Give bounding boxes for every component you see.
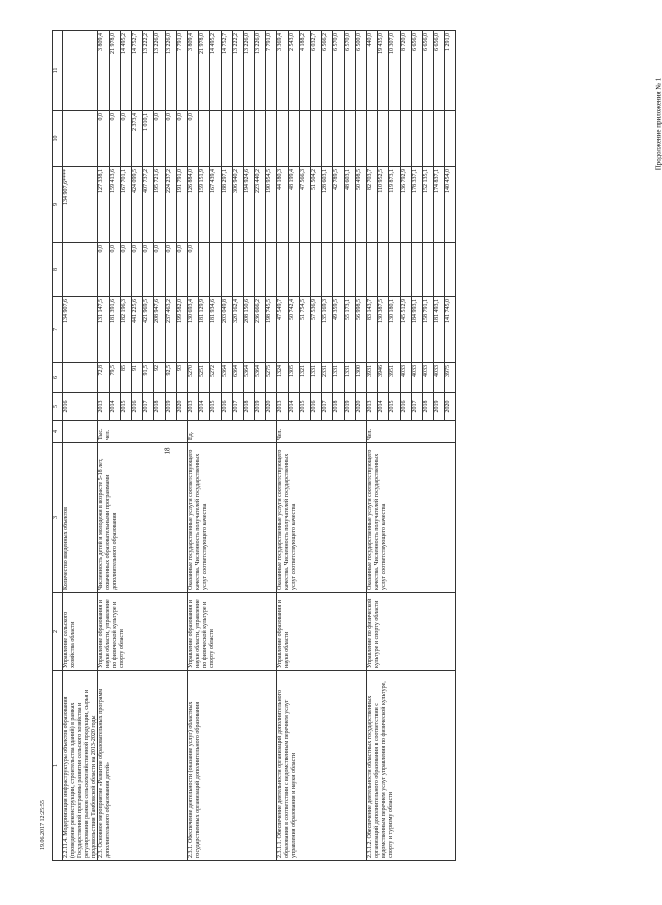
value-cell-v11: 8 720,0 — [400, 31, 411, 111]
value-cell-v11: 6 656,0 — [434, 31, 445, 111]
value-cell-v6: 1305 — [288, 363, 299, 393]
value-cell-v9: 424 099,5 — [132, 167, 143, 243]
value-cell-v10: 0,0 — [120, 111, 131, 167]
value-cell-v11: 6 032,7 — [311, 31, 322, 111]
value-cell-v9: 51 504,2 — [311, 167, 322, 243]
value-cell-v8: 0,0 — [154, 243, 165, 297]
value-cell-v10: 0,0 — [98, 111, 109, 167]
value-cell-v6: 4033 — [400, 363, 411, 393]
value-cell-v8 — [266, 243, 277, 297]
value-cell-v10 — [434, 111, 445, 167]
section-indicator: Оказанные государственные услуги соответствующего качества. Численность получателей государственных услуг соответствующего качества — [366, 443, 456, 593]
value-cell-v11: 2 543,0 — [288, 31, 299, 111]
value-cell-v8 — [445, 243, 456, 297]
value-cell-v6: 5251 — [199, 363, 210, 393]
page-number: 18 — [163, 447, 172, 455]
value-cell-v6: 5270 — [187, 363, 198, 393]
value-cell-v8: 0,0 — [120, 243, 131, 297]
value-cell-v6: 85 — [120, 363, 131, 393]
value-cell-v6: 93 — [176, 363, 187, 393]
value-cell-v7: 158 791,1 — [422, 297, 433, 363]
value-cell-v7: 47 549,7 — [277, 297, 288, 363]
value-cell-v6: 5364 — [243, 363, 254, 393]
section-executor: Управление сельского хозяйства области — [63, 593, 98, 671]
year-cell: 2014 — [109, 393, 120, 421]
value-cell-v10: 2 373,4 — [132, 111, 143, 167]
value-cell-v8: 0,0 — [176, 243, 187, 297]
section-name: 2.2.11.4. Модернизация инфраструктуры объектов образования (проведение реконструкции, строительства зданий) в рамках Государственной программы развития сельского хозяйства и регулирования рынков сельскохозяйственной продукции, сырья и продовольствия Тамбовской области на 2013-2020 годы — [63, 671, 98, 861]
year-cell: 2019 — [344, 393, 355, 421]
value-cell-v10: 0,0 — [109, 111, 120, 167]
year-cell: 2017 — [232, 393, 243, 421]
year-cell: 2018 — [243, 393, 254, 421]
year-cell: 2015 — [389, 393, 400, 421]
section-unit: Чел. — [366, 421, 456, 443]
value-cell-v8 — [400, 243, 411, 297]
value-cell-v10 — [266, 111, 277, 167]
year-cell: 2017 — [143, 393, 154, 421]
value-cell-v10 — [232, 111, 243, 167]
year-cell: 2018 — [154, 393, 165, 421]
section-executor: Управление образования и науки области — [277, 593, 367, 671]
value-cell-v7: 199 582,0 — [176, 297, 187, 363]
section-unit: Ед. — [187, 421, 277, 443]
value-cell-v8 — [344, 243, 355, 297]
column-number-3: 3 — [53, 443, 63, 593]
section-indicator: Численность детей и молодежи в возрасте 5-18 лет, охваченных образовательными программами дополнительного образования — [98, 443, 188, 593]
value-cell-v8 — [366, 243, 377, 297]
year-cell: 2017 — [322, 393, 333, 421]
value-cell-v9: 167 439,4 — [210, 167, 221, 243]
value-cell-v8 — [243, 243, 254, 297]
value-cell-v9: 223 440,2 — [255, 167, 266, 243]
year-cell: 2016 — [132, 393, 143, 421]
year-cell: 2014 — [288, 393, 299, 421]
value-cell-v10 — [378, 111, 389, 167]
value-cell-v10 — [344, 111, 355, 167]
value-cell-v10: 0,0 — [165, 111, 176, 167]
value-cell-v6 — [63, 363, 98, 393]
value-cell-v10 — [255, 111, 266, 167]
value-cell-v10 — [243, 111, 254, 167]
column-number-4: 4 — [53, 421, 63, 443]
value-cell-v7: 135 169,3 — [322, 297, 333, 363]
value-cell-v7: 441 225,6 — [132, 297, 143, 363]
value-cell-v9: 174 837,1 — [434, 167, 445, 243]
value-cell-v7: 130 387,5 — [378, 297, 389, 363]
value-cell-v9: 44 180,3 — [277, 167, 288, 243]
value-cell-v9: 190 954,5 — [266, 167, 277, 243]
section-unit — [63, 421, 98, 443]
year-cell: 2014 — [378, 393, 389, 421]
value-cell-v6: 4033 — [422, 363, 433, 393]
value-cell-v8 — [389, 243, 400, 297]
value-cell-v7: 181 493,1 — [434, 297, 445, 363]
value-cell-v9: 50 498,5 — [355, 167, 366, 243]
value-cell-v9: 195 721,6 — [154, 167, 165, 243]
value-cell-v7: 320 162,4 — [232, 297, 243, 363]
section-executor: Управление образования и науки области, управление по физической культуре и спорту области — [98, 593, 188, 671]
value-cell-v6: 5364 — [255, 363, 266, 393]
value-cell-v9: 159 413,6 — [109, 167, 120, 243]
value-cell-v6: 5364 — [221, 363, 232, 393]
value-cell-v9: 407 737,2 — [143, 167, 154, 243]
year-cell: 2020 — [176, 393, 187, 421]
section-indicator: Количество введенных объектов — [63, 443, 98, 593]
value-cell-v10: 0,0 — [176, 111, 187, 167]
value-cell-v7: 141 745,0 — [445, 297, 456, 363]
value-cell-v10 — [63, 111, 98, 167]
year-cell: 2019 — [434, 393, 445, 421]
value-cell-v7: 208 947,6 — [154, 297, 165, 363]
value-cell-v6: 1331 — [311, 363, 322, 393]
value-cell-v6: 5272 — [210, 363, 221, 393]
value-cell-v10 — [366, 111, 377, 167]
column-number-7: 7 — [53, 297, 63, 363]
value-cell-v6: 1331 — [333, 363, 344, 393]
value-cell-v8 — [434, 243, 445, 297]
column-number-10: 10 — [53, 111, 63, 167]
value-cell-v7: 145 512,9 — [400, 297, 411, 363]
value-cell-v10: 0,0 — [187, 111, 198, 167]
value-cell-v7: 56 998,5 — [355, 297, 366, 363]
value-cell-v10 — [400, 111, 411, 167]
value-cell-v11: 6 570,0 — [344, 31, 355, 111]
value-cell-v6: 92,5 — [165, 363, 176, 393]
value-cell-v8 — [299, 243, 310, 297]
value-cell-v7: 198 745,5 — [266, 297, 277, 363]
value-cell-v11: 6 500,0 — [355, 31, 366, 111]
section-name: 2.3.1.1. Обеспечение деятельности организаций дополнительного образования в соответствии с ведомственным перечнем услуг управления образования и науки области — [277, 671, 367, 861]
table-row — [277, 31, 288, 861]
column-number-8: 8 — [53, 243, 63, 297]
year-cell: 2016 — [63, 393, 98, 421]
value-cell-v11: 3 809,4 — [98, 31, 109, 111]
year-cell: 2016 — [221, 393, 232, 421]
value-cell-v8: 0,0 — [143, 243, 154, 297]
value-cell-v10 — [322, 111, 333, 167]
value-cell-v10 — [210, 111, 221, 167]
year-cell: 2014 — [199, 393, 210, 421]
year-cell: 2018 — [333, 393, 344, 421]
value-cell-v10 — [299, 111, 310, 167]
section-name: 2.3.1.2. Обеспечение деятельности областных государственных организаций дополнительного образования в соответствии с ведомственным перечнем услуг управления по физической культуре, спорту и туризму области — [366, 671, 456, 861]
value-cell-v10 — [199, 111, 210, 167]
value-cell-v8: 0,0 — [109, 243, 120, 297]
value-cell-v9: 128 603,1 — [322, 167, 333, 243]
value-cell-v10 — [445, 111, 456, 167]
value-cell-v7: 51 754,5 — [299, 297, 310, 363]
value-cell-v11: 3 369,4 — [277, 31, 288, 111]
value-cell-v9: 47 566,3 — [299, 167, 310, 243]
section-unit: Чел. — [277, 421, 367, 443]
year-cell: 2019 — [165, 393, 176, 421]
value-cell-v9: 48 199,4 — [288, 167, 299, 243]
year-cell: 2015 — [299, 393, 310, 421]
value-cell-v7: 237 463,2 — [165, 297, 176, 363]
value-cell-v10 — [389, 111, 400, 167]
value-cell-v7: 50 742,4 — [288, 297, 299, 363]
value-cell-v9: 306 940,2 — [232, 167, 243, 243]
value-cell-v10 — [311, 111, 322, 167]
value-cell-v8 — [210, 243, 221, 297]
value-cell-v10 — [277, 111, 288, 167]
year-cell: 2015 — [120, 393, 131, 421]
table-row — [98, 31, 109, 861]
value-cell-v7: 130 180,1 — [389, 297, 400, 363]
year-cell: 2016 — [311, 393, 322, 421]
value-cell-v8 — [422, 243, 433, 297]
value-cell-v7: 181 129,9 — [199, 297, 210, 363]
section-name: 2.3. Основное мероприятие «Развитие образовательных программ дополнительного образования детей» — [98, 671, 188, 861]
value-cell-v7: 236 666,2 — [255, 297, 266, 363]
value-cell-v7: 83 143,7 — [366, 297, 377, 363]
value-cell-v11: 13 222,2 — [143, 31, 154, 111]
value-cell-v9: 82 703,7 — [366, 167, 377, 243]
column-number-9: 9 — [53, 167, 63, 243]
value-cell-v11: 13 226,0 — [255, 31, 266, 111]
value-cell-v6: 3946 — [378, 363, 389, 393]
value-cell-v6: 5275 — [266, 363, 277, 393]
value-cell-v6: 3975 — [445, 363, 456, 393]
value-cell-v11: 440,0 — [366, 31, 377, 111]
value-cell-v6: 72,8 — [98, 363, 109, 393]
value-cell-v7: 182 196,3 — [120, 297, 131, 363]
value-cell-v11: 13 226,0 — [243, 31, 254, 111]
value-cell-v9: 119 873,1 — [389, 167, 400, 243]
value-cell-v9: 194 924,6 — [243, 167, 254, 243]
value-cell-v11: 14 495,2 — [210, 31, 221, 111]
value-cell-v7: 134 907,6 — [63, 297, 98, 363]
value-cell-v8: 0,0 — [132, 243, 143, 297]
value-cell-v7: 57 536,9 — [311, 297, 322, 363]
section-indicator: Оказанные государственные услуги соответствующего качества. Численность получателей государственных услуг соответствующего качества — [277, 443, 367, 593]
year-cell: 2016 — [400, 393, 411, 421]
value-cell-v8 — [411, 243, 422, 297]
value-cell-v7: 203 049,8 — [221, 297, 232, 363]
section-indicator: Оказанные государственные услуги соответствующего качества. Численность получателей государственных услуг соответствующего качества — [187, 443, 277, 593]
value-cell-v8 — [232, 243, 243, 297]
value-cell-v10 — [288, 111, 299, 167]
value-cell-v11 — [63, 31, 98, 111]
section-name: 2.3.1. Обеспечение деятельности (оказание услуг) областных государственных организаций дополнительного образования — [187, 671, 277, 861]
column-numbers-row — [53, 31, 63, 861]
column-number-11: 11 — [53, 31, 63, 111]
year-cell: 2017 — [411, 393, 422, 421]
value-cell-v10 — [422, 111, 433, 167]
value-cell-v11: 21 978,0 — [199, 31, 210, 111]
value-cell-v9: 159 151,9 — [199, 167, 210, 243]
value-cell-v10 — [333, 111, 344, 167]
column-number-2: 2 — [53, 593, 63, 671]
column-number-5: 5 — [53, 393, 63, 421]
value-cell-v9: 152 135,1 — [422, 167, 433, 243]
year-cell: 2013 — [98, 393, 109, 421]
value-cell-v8 — [322, 243, 333, 297]
value-cell-v9: 134 907,6**** — [63, 167, 98, 243]
value-cell-v6: 1321 — [299, 363, 310, 393]
value-cell-v8: 0,0 — [98, 243, 109, 297]
value-cell-v6: 3931 — [366, 363, 377, 393]
value-cell-v6: 92 — [154, 363, 165, 393]
value-cell-v11: 13 226,0 — [165, 31, 176, 111]
table-row — [187, 31, 198, 861]
value-cell-v11: 6 656,0 — [422, 31, 433, 111]
value-cell-v9: 224 237,2 — [165, 167, 176, 243]
section-executor: Управление по физической культуре и спорту области — [366, 593, 456, 671]
value-cell-v9: 48 603,1 — [344, 167, 355, 243]
value-cell-v8 — [63, 243, 98, 297]
value-cell-v7: 181 934,6 — [210, 297, 221, 363]
value-cell-v8 — [311, 243, 322, 297]
value-cell-v10 — [355, 111, 366, 167]
value-cell-v9: 110 952,5 — [378, 167, 389, 243]
value-cell-v11: 13 226,0 — [154, 31, 165, 111]
value-cell-v8 — [378, 243, 389, 297]
value-cell-v9: 126 884,0 — [187, 167, 198, 243]
value-cell-v9: 127 338,1 — [98, 167, 109, 243]
value-cell-v9: 188 297,1 — [221, 167, 232, 243]
appendix-label: Продолжение приложения № 1 — [654, 77, 662, 171]
value-cell-v11: 4 188,2 — [299, 31, 310, 111]
value-cell-v11: 14 752,7 — [221, 31, 232, 111]
print-timestamp: 19.06.2017 12:25:55 — [40, 800, 46, 850]
value-cell-v6: 1300 — [355, 363, 366, 393]
value-cell-v8 — [277, 243, 288, 297]
value-cell-v7: 181 391,6 — [109, 297, 120, 363]
value-cell-v11: 7 791,0 — [266, 31, 277, 111]
budget-table-wrapper — [52, 31, 608, 861]
table-row — [366, 31, 377, 861]
value-cell-v8 — [333, 243, 344, 297]
year-cell: 2018 — [422, 393, 433, 421]
value-cell-v7: 208 150,6 — [243, 297, 254, 363]
value-cell-v11: 21 978,0 — [109, 31, 120, 111]
value-cell-v6: 4033 — [411, 363, 422, 393]
value-cell-v11: 14 752,7 — [132, 31, 143, 111]
value-cell-v6: 2331 — [322, 363, 333, 393]
value-cell-v6: 79,5 — [109, 363, 120, 393]
value-cell-v7: 131 147,5 — [98, 297, 109, 363]
column-number-1: 1 — [53, 671, 63, 861]
value-cell-v7: 55 173,1 — [344, 297, 355, 363]
budget-table — [52, 30, 456, 861]
year-cell: 2019 — [255, 393, 266, 421]
value-cell-v11: 19 435,0 — [378, 31, 389, 111]
value-cell-v10 — [221, 111, 232, 167]
year-cell: 2013 — [366, 393, 377, 421]
column-number-6: 6 — [53, 363, 63, 393]
value-cell-v8 — [255, 243, 266, 297]
value-cell-v6: 1324 — [277, 363, 288, 393]
value-cell-v8: 0,0 — [165, 243, 176, 297]
section-unit: Тыс. чел. — [98, 421, 188, 443]
value-cell-v9: 140 454,0 — [445, 167, 456, 243]
value-cell-v6: 6364 — [232, 363, 243, 393]
year-cell: 2013 — [187, 393, 198, 421]
value-cell-v11: 13 222,2 — [232, 31, 243, 111]
value-cell-v8: 0,0 — [187, 243, 198, 297]
value-cell-v11: 6 566,2 — [322, 31, 333, 111]
year-cell: 2015 — [210, 393, 221, 421]
value-cell-v11: 6 570,0 — [333, 31, 344, 111]
year-cell: 2020 — [266, 393, 277, 421]
value-cell-v6: 91,5 — [143, 363, 154, 393]
value-cell-v8 — [199, 243, 210, 297]
value-cell-v11: 3 809,4 — [187, 31, 198, 111]
value-cell-v10: 1 010,1 — [143, 111, 154, 167]
section-executor: Управление образования и науки области, управление по физической культуре и спорту области — [187, 593, 277, 671]
value-cell-v7: 184 993,1 — [411, 297, 422, 363]
value-cell-v8 — [288, 243, 299, 297]
value-cell-v8 — [355, 243, 366, 297]
table-row — [63, 31, 98, 861]
value-cell-v8 — [221, 243, 232, 297]
value-cell-v10 — [411, 111, 422, 167]
value-cell-v11: 10 307,0 — [389, 31, 400, 111]
value-cell-v9: 42 789,5 — [333, 167, 344, 243]
value-cell-v11: 1 291,0 — [445, 31, 456, 111]
value-cell-v9: 191 791,0 — [176, 167, 187, 243]
value-cell-v7: 421 969,5 — [143, 297, 154, 363]
value-cell-v7: 130 693,4 — [187, 297, 198, 363]
value-cell-v6: 91 — [132, 363, 143, 393]
value-cell-v6: 3951 — [389, 363, 400, 393]
value-cell-v6: 4033 — [434, 363, 445, 393]
value-cell-v9: 167 701,1 — [120, 167, 131, 243]
value-cell-v10: 0,0 — [154, 111, 165, 167]
year-cell: 2020 — [445, 393, 456, 421]
value-cell-v11: 14 495,2 — [120, 31, 131, 111]
value-cell-v6: 1331 — [344, 363, 355, 393]
table-body — [63, 31, 456, 861]
value-cell-v7: 49 359,5 — [333, 297, 344, 363]
value-cell-v9: 136 792,9 — [400, 167, 411, 243]
value-cell-v11: 6 656,0 — [411, 31, 422, 111]
value-cell-v11: 7 791,0 — [176, 31, 187, 111]
year-cell: 2013 — [277, 393, 288, 421]
year-cell: 2020 — [355, 393, 366, 421]
value-cell-v9: 178 337,1 — [411, 167, 422, 243]
